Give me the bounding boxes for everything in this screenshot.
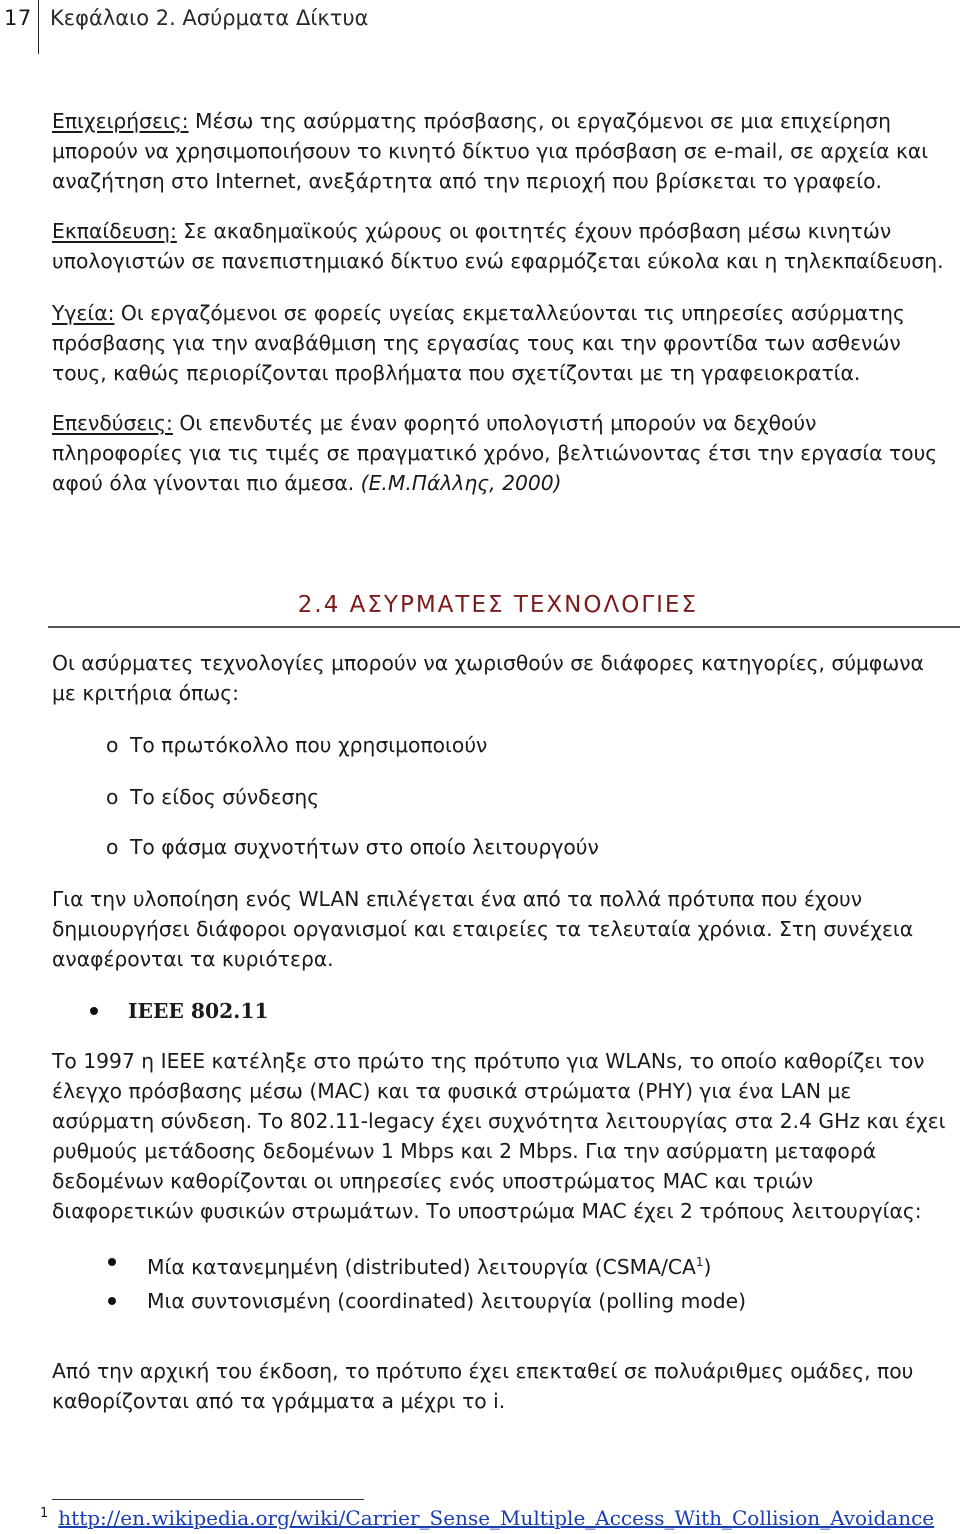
text-line: ασύρματη σύνδεση. Το 802.11-legacy έχει συχνότητα λειτουργίας στα 2.4 GHz και έχει — [52, 1109, 946, 1133]
text-line: αναζήτηση στο Internet, ανεξάρτητα από την περιοχή που βρίσκεται το γραφείο. — [52, 169, 882, 193]
text-line: Το 1997 η IEEE κατέληξε στο πρώτο της πρότυπο για WLANs, το οποίο καθορίζει τον — [52, 1049, 925, 1073]
paragraph-wlan — [52, 884, 932, 974]
header-divider — [38, 0, 39, 54]
text-line: Οι επενδυτές με έναν φορητό υπολογιστή μπορούν να δεχθούν — [172, 411, 817, 435]
text-line: Σε ακαδημαϊκούς χώρους οι φοιτητές έχουν πρόσβαση μέσω κινητών — [176, 219, 892, 243]
ieee-heading: IEEE 802.11 — [128, 999, 269, 1023]
criteria-text: Το είδος σύνδεσης — [130, 785, 320, 809]
text-line: Για την υλοποίηση ενός WLAN επιλέγεται ένα από τα πολλά πρότυπα που έχουν — [52, 887, 863, 911]
section-rule — [48, 626, 960, 628]
bullet-icon — [90, 1007, 98, 1015]
paragraph-ieee — [52, 1046, 946, 1226]
criteria-text: Το πρωτόκολλο που χρησιμοποιούν — [130, 733, 488, 757]
text-line: πρόσβασης για την αναβάθμιση της εργασίας τους και την φροντίδα των ασθενών — [52, 331, 901, 355]
criteria-item — [106, 832, 599, 862]
mac-mode-text: Μια συντονισμένη (coordinated) λειτουργία (polling mode) — [147, 1289, 747, 1313]
footnote-ref[interactable]: 1 — [695, 1255, 704, 1269]
text-line: Μέσω της ασύρματης πρόσβασης, οι εργαζόμενοι σε μια επιχείρηση — [188, 109, 892, 133]
footnote — [40, 1506, 934, 1530]
text-line: καθορίζονται από τα γράμματα a μέχρι το i. — [52, 1389, 506, 1413]
paragraph-closing — [52, 1356, 932, 1416]
text-line: αφού όλα γίνονται πιο άμεσα. — [52, 471, 361, 495]
text-line: διαφορετικών φυσικών στρωμάτων. Το υποστρώμα MAC έχει 2 τρόπους λειτουργίας: — [52, 1199, 922, 1223]
paragraph-education — [52, 216, 944, 276]
footnote-number: 1 — [40, 1506, 49, 1522]
citation: (Ε.Μ.Πάλλης, 2000) — [360, 471, 562, 495]
bullet-icon — [108, 1297, 116, 1305]
text-line: Οι ασύρματες τεχνολογίες μπορούν να χωρισθούν σε διάφορες κατηγορίες, σύμφωνα — [52, 651, 924, 675]
footnote-link[interactable]: http://en.wikipedia.org/wiki/Carrier_Sense_Multiple_Access_With_Collision_Avoidance — [58, 1506, 935, 1530]
text-line: ρυθμούς μετάδοσης δεδομένων 1 Mbps και 2 Mbps. Για την ασύρματη μεταφορά — [52, 1139, 877, 1163]
text-line: πληροφορίες για τις τιμές σε πραγματικό χρόνο, βελτιώνοντας έτσι την εργασία τους — [52, 441, 938, 465]
section-title: 2.4 ΑΣΥΡΜΑΤΕΣ ΤΕΧΝΟΛΟΓΙΕΣ — [297, 592, 698, 618]
mac-mode-close: ) — [703, 1254, 712, 1279]
text-line: υπολογιστών σε πανεπιστημιακό δίκτυο ενώ εφαρμόζεται εύκολα και η τηλεκπαίδευση. — [52, 249, 944, 273]
label-health: Υγεία: — [52, 301, 115, 325]
list-marker: o — [106, 785, 119, 809]
text-line: Από την αρχική του έκδοση, το πρότυπο έχει επεκταθεί σε πολυάριθμες ομάδες, που — [52, 1359, 914, 1383]
text-line: έλεγχο πρόσβασης μέσω (MAC) και τα φυσικά στρώματα (PHY) για ένα LAN με — [52, 1079, 852, 1103]
criteria-item — [106, 782, 319, 812]
footnote-rule — [52, 1499, 364, 1500]
page-number: 17 — [4, 6, 32, 30]
list-marker: o — [106, 733, 119, 757]
criteria-item — [106, 730, 487, 760]
paragraph-health — [52, 298, 932, 388]
text-line: τους, καθώς περιορίζονται προβλήματα που σχετίζονται με τη γραφειοκρατία. — [52, 361, 861, 385]
mac-mode-text: Μία κατανεμημένη (distributed) λειτουργία (CSMA/CA — [147, 1254, 696, 1279]
chapter-title: Κεφάλαιο 2. Ασύρματα Δίκτυα — [50, 6, 369, 30]
criteria-text: Το φάσμα συχνοτήτων στο οποίο λειτουργούν — [130, 835, 599, 859]
text-line: δημιουργήσει διάφοροι οργανισμοί και εταιρείες τα τελευταία χρόνια. Στη συνέχεια — [52, 917, 914, 941]
paragraph-intro — [52, 648, 932, 708]
text-line: μπορούν να χρησιμοποιήσουν το κινητό δίκτυο για πρόσβαση σε e-mail, σε αρχεία και — [52, 139, 929, 163]
text-line: δεδομένων καθορίζονται οι υπηρεσίες ενός υποστρώματος MAC και τριών — [52, 1169, 814, 1193]
text-line: με κριτήρια όπως: — [52, 681, 239, 705]
mac-mode-item — [147, 1286, 746, 1316]
paragraph-investments — [52, 408, 938, 498]
label-education: Εκπαίδευση: — [52, 219, 177, 243]
text-line: Οι εργαζόμενοι σε φορείς υγείας εκμεταλλεύονται τις υπηρεσίες ασύρματης — [114, 301, 905, 325]
text-line: αναφέρονται τα κυριότερα. — [52, 947, 334, 971]
label-business: Επιχειρήσεις: — [52, 109, 189, 133]
list-marker: o — [106, 835, 119, 859]
paragraph-business — [52, 106, 932, 196]
label-investments: Επενδύσεις: — [52, 411, 173, 435]
bullet-icon — [108, 1258, 116, 1266]
mac-mode-item — [147, 1247, 711, 1282]
